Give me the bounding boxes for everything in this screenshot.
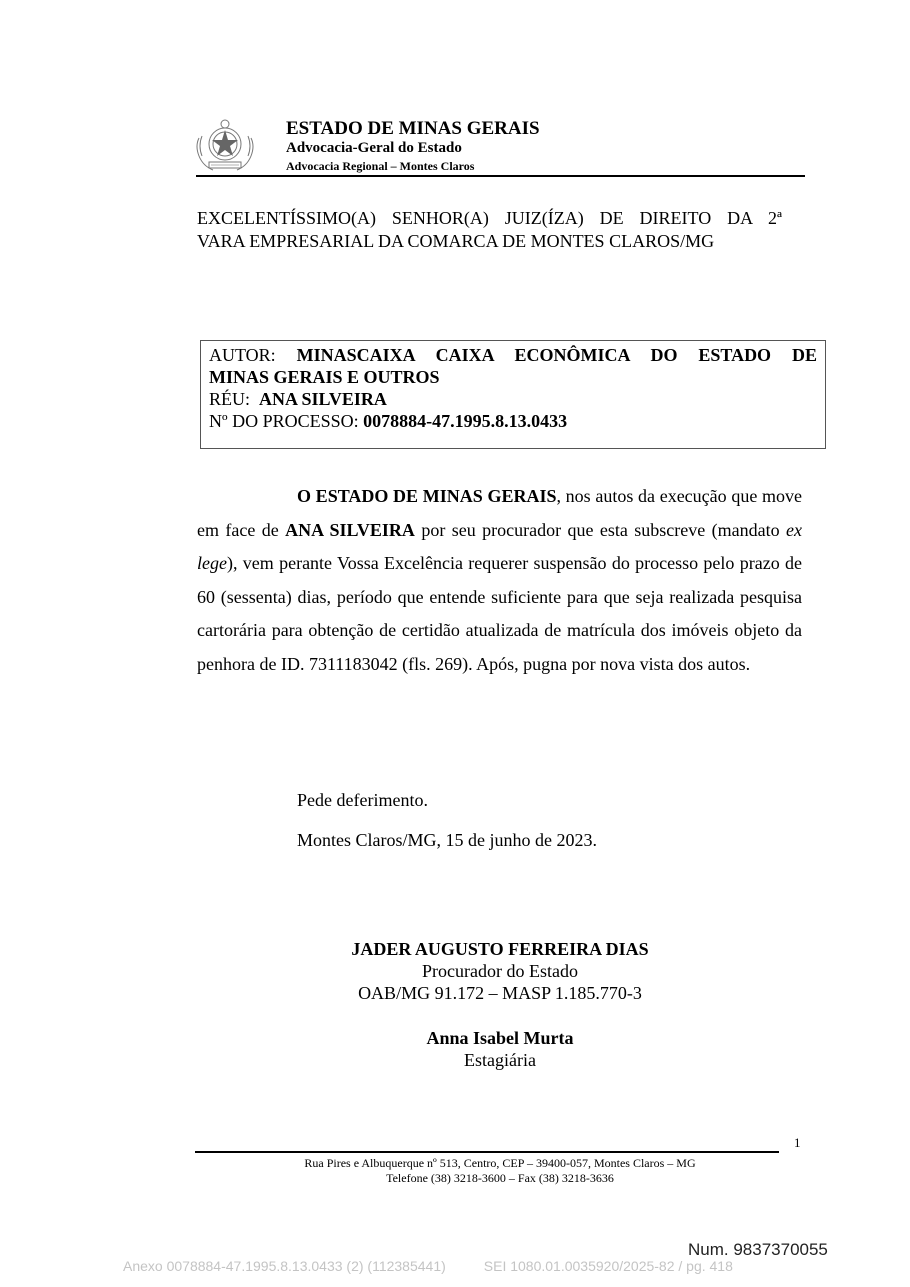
intern-name: Anna Isabel Murta: [426, 1028, 574, 1048]
intern-role: Estagiária: [464, 1050, 536, 1070]
letterhead-title: ESTADO DE MINAS GERAIS: [286, 118, 540, 139]
autor-value: MINASCAIXA CAIXA ECONÔMICA DO ESTADO DE: [296, 345, 818, 365]
attorney-name: JADER AUGUSTO FERREIRA DIAS: [351, 939, 649, 959]
processo-row: [209, 410, 817, 432]
reu-label: RÉU:: [209, 389, 251, 409]
signature-block-attorney: [250, 938, 750, 1004]
place-date: Montes Claros/MG, 15 de junho de 2023.: [297, 830, 597, 850]
body-text-3: ), vem perante Vossa Excelência requerer suspensão do processo pelo prazo de 60 (sessenta) dias, período que entende suficiente para que seja realizada pesquisa cartorária para obtenção de certidão atualizada de matrícula dos imóveis objeto da penhora de ID. 7311183042 (fls. 269). Após, pugna por nova vista dos autos.: [197, 553, 802, 674]
petition-body: [197, 480, 802, 681]
ex-lege-term: ex lege: [197, 519, 802, 573]
autor-label: AUTOR:: [209, 345, 276, 365]
closing-request: Pede deferimento.: [297, 790, 428, 810]
petitioner-name: O ESTADO DE MINAS GERAIS: [297, 486, 557, 506]
body-text-1: , nos autos da execução que move em face de: [197, 486, 802, 540]
processo-number: 0078884-47.1995.8.13.0433: [363, 411, 568, 431]
letterhead-office: Advocacia Regional – Montes Claros: [286, 159, 475, 173]
addressee-line-2: VARA EMPRESARIAL DA COMARCA DE MONTES CLAROS/MG: [197, 231, 715, 251]
annex-reference: Anexo 0078884-47.1995.8.13.0433 (2) (112385441): [123, 1258, 446, 1274]
footer-address: Rua Pires e Albuquerque nº 513, Centro, CEP – 39400-057, Montes Claros – MG: [304, 1156, 696, 1170]
letterhead-subtitle: Advocacia-Geral do Estado: [286, 140, 462, 156]
signature-block-intern: [250, 1027, 750, 1071]
parties-box: [200, 340, 826, 449]
autor-row: [209, 344, 817, 366]
reu-row: [209, 388, 817, 410]
body-text-2: por seu procurador que esta subscreve (mandato: [414, 519, 786, 540]
page-number: 1: [794, 1135, 801, 1150]
reu-value: ANA SILVEIRA: [259, 389, 387, 409]
letterhead-divider: [196, 175, 805, 177]
attorney-role: Procurador do Estado: [422, 961, 578, 981]
state-coat-of-arms-icon: [193, 116, 257, 176]
defendant-name: ANA SILVEIRA: [285, 519, 415, 540]
addressee-line-1: EXCELENTÍSSIMO(A) SENHOR(A) JUIZ(ÍZA) DE DIREITO DA 2ª: [197, 208, 782, 228]
footer-divider: [195, 1151, 779, 1153]
autor-value-cont: MINAS GERAIS E OUTROS: [209, 367, 440, 387]
attorney-registration: OAB/MG 91.172 – MASP 1.185.770-3: [358, 983, 642, 1003]
document-number-stamp: Num. 9837370055: [688, 1240, 828, 1259]
sei-reference: SEI 1080.01.0035920/2025-82 / pg. 418: [483, 1258, 733, 1274]
addressee: [197, 207, 782, 253]
footer-phones: Telefone (38) 3218-3600 – Fax (38) 3218-3636: [386, 1171, 614, 1185]
annex-watermark: [123, 1258, 733, 1274]
processo-label: Nº DO PROCESSO:: [209, 411, 359, 431]
